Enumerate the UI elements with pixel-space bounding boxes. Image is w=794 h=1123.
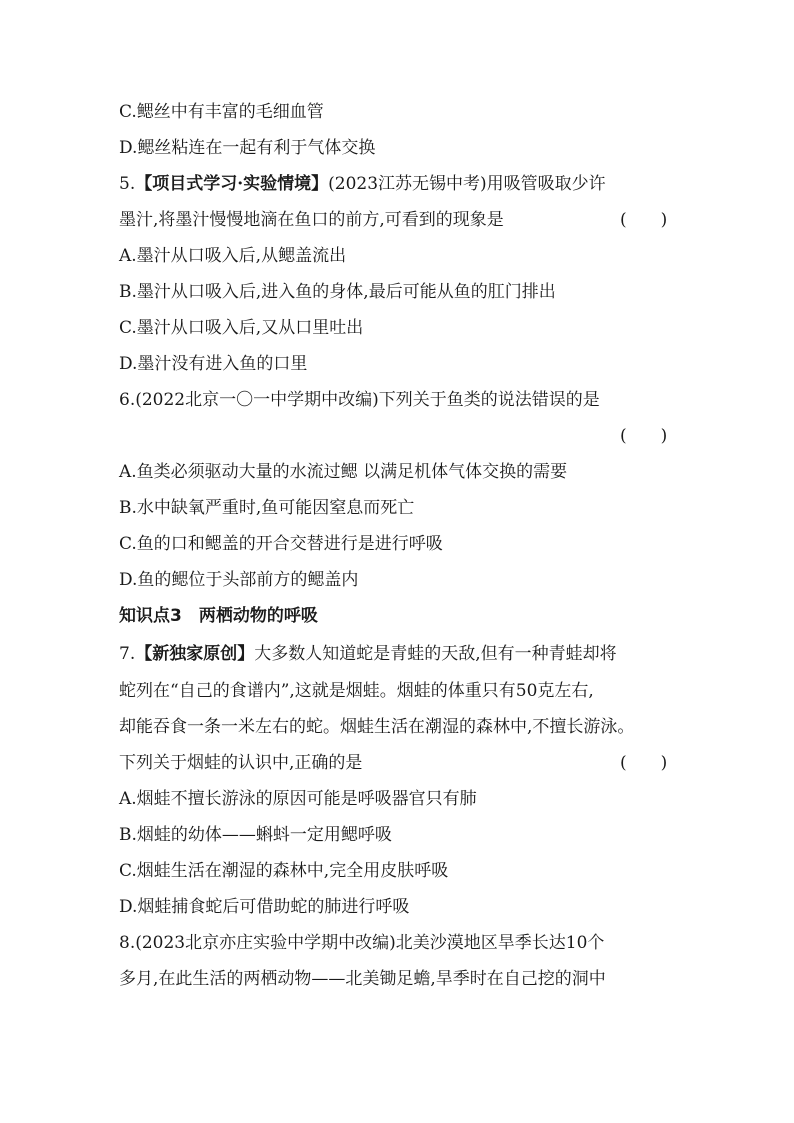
q8-stem-line-2: 多月,在此生活的两栖动物——北美锄足蟾,旱季时在自己挖的洞中 <box>119 969 606 989</box>
q7-stem-line-1 <box>119 643 617 665</box>
q5-option-c: C.墨汁从口吸入后,又从口里吐出 <box>119 318 364 338</box>
q7-stem-line-2: 蛇列在“自己的食谱内”,这就是烟蛙。烟蛙的体重只有50克左右, <box>119 681 594 701</box>
q6-option-b: B.水中缺氧严重时,鱼可能因窒息而死亡 <box>119 498 415 518</box>
q5-tag: 【项目式学习·实验情境】 <box>135 174 329 194</box>
q5-option-b: B.墨汁从口吸入后,进入鱼的身体,最后可能从鱼的肛门排出 <box>119 282 556 302</box>
q5-number: 5. <box>119 174 136 194</box>
q7-tag: 【新独家原创】 <box>135 644 255 664</box>
q5-option-d: D.墨汁没有进入鱼的口里 <box>119 354 308 374</box>
q5-answer-blank: ( ) <box>620 210 668 230</box>
q7-option-c: C.烟蛙生活在潮湿的森林中,完全用皮肤呼吸 <box>119 861 449 881</box>
q7-number: 7. <box>119 644 136 664</box>
q8-stem-line-1: 8.(2023北京亦庄实验中学期中改编)北美沙漠地区旱季长达10个 <box>119 933 605 953</box>
q4-option-c: C.鳃丝中有丰富的毛细血管 <box>119 102 324 122</box>
q7-answer-blank: ( ) <box>620 753 668 773</box>
q6-answer-blank: ( ) <box>620 426 668 446</box>
q4-option-d: D.鳃丝粘连在一起有利于气体交换 <box>119 138 376 158</box>
q7-option-d: D.烟蛙捕食蛇后可借助蛇的肺进行呼吸 <box>119 897 410 917</box>
q5-stem-text: (2023江苏无锡中考)用吸管吸取少许 <box>328 174 606 194</box>
q7-stem-line-4: 下列关于烟蛙的认识中,正确的是 <box>119 753 363 773</box>
q6-option-c: C.鱼的口和鳃盖的开合交替进行是进行呼吸 <box>119 534 443 554</box>
q7-stem-line-3: 却能吞食一条一米左右的蛇。烟蛙生活在潮湿的森林中,不擅长游泳。 <box>119 717 635 737</box>
q6-option-d: D.鱼的鳃位于头部前方的鳃盖内 <box>119 570 359 590</box>
q5-stem-line-2: 墨汁,将墨汁慢慢地滴在鱼口的前方,可看到的现象是 <box>119 210 504 230</box>
section-heading: 知识点3 两栖动物的呼吸 <box>119 606 318 626</box>
q7-option-a: A.烟蛙不擅长游泳的原因可能是呼吸器官只有肺 <box>119 789 477 809</box>
q7-stem-text: 大多数人知道蛇是青蛙的天敌,但有一种青蛙却将 <box>254 644 617 664</box>
q7-option-b: B.烟蛙的幼体——蝌蚪一定用鳃呼吸 <box>119 825 392 845</box>
q5-option-a: A.墨汁从口吸入后,从鳃盖流出 <box>119 246 347 266</box>
q6-option-a: A.鱼类必须驱动大量的水流过鳃 以满足机体气体交换的需要 <box>119 462 568 482</box>
q5-stem-line-1 <box>119 173 606 195</box>
q6-stem: 6.(2022北京一〇一中学期中改编)下列关于鱼类的说法错误的是 <box>119 390 600 410</box>
